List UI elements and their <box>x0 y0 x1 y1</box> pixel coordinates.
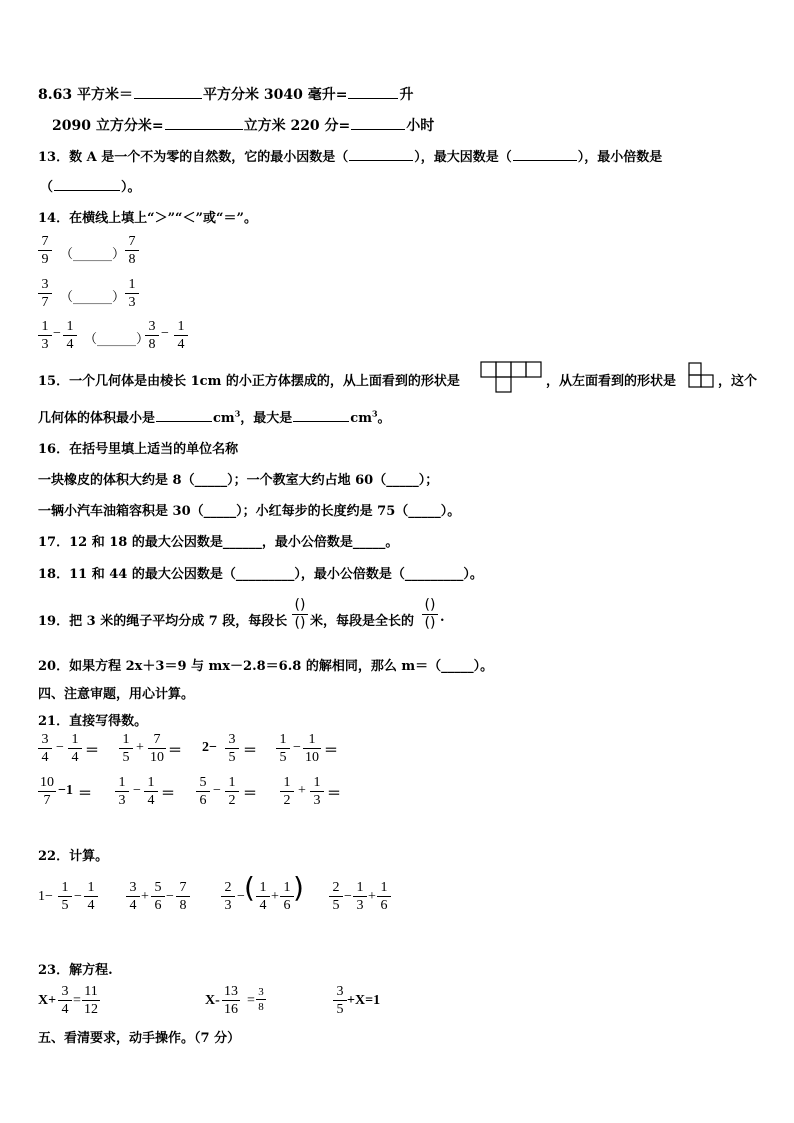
numerator: 7 <box>41 234 49 249</box>
numerator: 3 <box>336 984 344 999</box>
fraction <box>196 775 210 808</box>
operator: − <box>133 783 141 798</box>
conversion-line-1 <box>38 84 413 104</box>
fraction <box>38 732 52 765</box>
fraction <box>151 880 165 913</box>
q15-text: 15．一个几何体是由棱长 1cm 的小正方体摆成的，从上面看到的形状是 <box>38 374 460 389</box>
fraction <box>333 984 347 1017</box>
fraction-blank[interactable]: () () <box>292 598 308 631</box>
numerator: 3 <box>129 880 137 895</box>
equation-text: +X=1 <box>347 993 381 1008</box>
left-paren: ( <box>244 871 255 904</box>
section-4-heading: 四、注意审题，用心计算。 <box>38 687 195 702</box>
fraction <box>310 775 324 808</box>
exponent: 3 <box>371 408 378 419</box>
numerator: 1 <box>128 277 136 292</box>
q13-text: ）。 <box>121 180 141 195</box>
answer-blank[interactable] <box>349 147 413 161</box>
denominator: 5 <box>336 1002 344 1017</box>
minus-sign: − <box>161 326 169 341</box>
question-21-title: 21．直接写得数。 <box>38 714 148 729</box>
question-16-line-1: 一块橡皮的体积大约是 8（_____）；一个教室大约占地 60（_____）； <box>38 473 439 488</box>
fraction <box>38 319 52 352</box>
denominator: 6 <box>283 898 291 913</box>
answer-blank[interactable] <box>513 147 577 161</box>
denominator: 2 <box>228 793 236 808</box>
equation-text: X+ <box>38 993 57 1008</box>
fraction <box>377 880 391 913</box>
equals-sign: = <box>247 993 255 1008</box>
q15-text: ，从左面看到的形状是 <box>546 374 677 389</box>
denominator: 5 <box>332 898 340 913</box>
denominator: 3 <box>356 898 364 913</box>
fraction <box>280 775 294 808</box>
denominator: 3 <box>128 295 136 310</box>
fraction <box>222 984 240 1017</box>
operator: + <box>298 783 306 798</box>
fraction <box>280 880 294 913</box>
numerator: 1 <box>41 319 49 334</box>
fraction <box>144 775 158 808</box>
operator: + <box>271 889 279 904</box>
numerator: 1 <box>313 775 321 790</box>
equals-sign: ＝ <box>78 787 92 802</box>
denominator: 6 <box>154 898 162 913</box>
question-16-title: 16．在括号里填上适当的单位名称 <box>38 442 239 457</box>
numerator: 3 <box>41 732 49 747</box>
denominator: 4 <box>61 1002 69 1017</box>
numerator: 1 <box>259 880 267 895</box>
equals-sign: ＝ <box>327 787 341 802</box>
operator: + <box>136 740 144 755</box>
numerator: 1 <box>66 319 74 334</box>
compare-blank[interactable]: （______） <box>84 332 150 347</box>
numerator: 1 <box>283 880 291 895</box>
fraction <box>119 732 133 765</box>
q13-text: ），最大因数是（ <box>414 150 512 165</box>
fraction <box>148 732 166 765</box>
question-15-cont <box>38 407 391 426</box>
q15-text: cm <box>213 411 235 426</box>
fraction <box>125 277 139 310</box>
answer-blank[interactable] <box>165 116 243 130</box>
fraction <box>145 319 159 352</box>
denominator: 8 <box>179 898 187 913</box>
question-15 <box>38 370 460 389</box>
numerator: 3 <box>41 277 49 292</box>
operator: −1 <box>58 783 73 798</box>
equals-sign: = <box>73 993 81 1008</box>
answer-blank[interactable] <box>351 116 405 130</box>
numerator: 1 <box>122 732 130 747</box>
denominator: 7 <box>43 793 51 808</box>
q13-text: 13．数 A 是一个不为零的自然数，它的最小因数是（ <box>38 150 349 165</box>
denominator: 4 <box>147 793 155 808</box>
denominator: 4 <box>129 898 137 913</box>
conv-text: 立方米 220 分= <box>243 118 351 134</box>
fraction <box>84 880 98 913</box>
operator: − <box>166 889 174 904</box>
numerator: 7 <box>153 732 161 747</box>
question-23-title: 23．解方程. <box>38 963 113 978</box>
numerator: 5 <box>154 880 162 895</box>
q15-text: ，最大是 <box>240 411 293 426</box>
numerator: 1 <box>356 880 364 895</box>
operator: 2− <box>202 740 217 755</box>
question-17: 17．12 和 18 的最大公因数是______，最小公倍数是_____。 <box>38 535 399 550</box>
fraction <box>353 880 367 913</box>
denominator: 10 <box>150 750 164 765</box>
numerator: 3 <box>148 319 156 334</box>
denominator: 10 <box>305 750 319 765</box>
denominator: 4 <box>177 337 185 352</box>
numerator: 1 <box>87 880 95 895</box>
fraction <box>174 319 188 352</box>
denominator: 4 <box>259 898 267 913</box>
operator: + <box>368 889 376 904</box>
compare-blank[interactable]: （______） <box>60 247 126 262</box>
fraction <box>221 880 235 913</box>
fraction <box>38 234 52 267</box>
numerator: 1 <box>380 880 388 895</box>
numerator: 2 <box>332 880 340 895</box>
numerator: 1 <box>228 775 236 790</box>
fraction <box>82 984 100 1017</box>
fraction <box>125 234 139 267</box>
numerator: 7 <box>179 880 187 895</box>
numerator: 7 <box>128 234 136 249</box>
numerator: 1 <box>147 775 155 790</box>
denominator: 8 <box>148 337 156 352</box>
exponent: 3 <box>234 408 241 419</box>
fraction <box>256 986 266 1013</box>
fraction <box>68 732 82 765</box>
fraction <box>256 880 270 913</box>
denominator: 12 <box>84 1002 98 1017</box>
numerator: 5 <box>199 775 207 790</box>
conv-text: 升 <box>399 87 414 103</box>
numerator: 3 <box>258 986 264 998</box>
denominator: 4 <box>71 750 79 765</box>
equals-sign: ＝ <box>161 787 175 802</box>
fraction <box>115 775 129 808</box>
denominator: 3 <box>313 793 321 808</box>
denominator: 4 <box>87 898 95 913</box>
left-view-figure <box>688 362 716 388</box>
fraction <box>176 880 190 913</box>
numerator: 1 <box>118 775 126 790</box>
conversion-line-2 <box>52 115 434 135</box>
numerator: 1 <box>283 775 291 790</box>
numerator: 2 <box>224 880 232 895</box>
question-16-line-2: 一辆小汽车油箱容积是 30（_____）；小红每步的长度约是 75（_____）。 <box>38 504 461 519</box>
denominator: 4 <box>66 337 74 352</box>
fraction <box>58 880 72 913</box>
answer-blank[interactable] <box>156 408 212 422</box>
question-13-cont <box>40 176 141 195</box>
denominator: 3 <box>118 793 126 808</box>
denominator: 16 <box>224 1002 238 1017</box>
q15-text: 。 <box>377 411 391 426</box>
denominator: 6 <box>380 898 388 913</box>
numerator: 1 <box>279 732 287 747</box>
question-22-title: 22．计算。 <box>38 849 109 864</box>
minus-sign: − <box>53 326 61 341</box>
q15-text: 几何体的体积最小是 <box>38 411 156 426</box>
q15-text: cm <box>350 411 372 426</box>
fraction <box>329 880 343 913</box>
equals-sign: ＝ <box>324 744 338 759</box>
fraction <box>38 277 52 310</box>
numerator: 10 <box>40 775 54 790</box>
numerator: 11 <box>84 984 98 999</box>
operator: − <box>56 740 64 755</box>
denominator: 5 <box>61 898 69 913</box>
q15-text: ，这个 <box>718 374 758 389</box>
operator: − <box>344 889 352 904</box>
question-13 <box>38 146 662 165</box>
operator: + <box>141 889 149 904</box>
fraction <box>276 732 290 765</box>
denominator: 5 <box>228 750 236 765</box>
denominator: 6 <box>199 793 207 808</box>
fraction <box>225 775 239 808</box>
denominator: 5 <box>122 750 130 765</box>
compare-blank[interactable]: （______） <box>60 290 126 305</box>
operator: 1− <box>38 889 53 904</box>
question-14-title: 14．在横线上填上“＞”“＜”或“＝”。 <box>38 211 257 226</box>
numerator: 1 <box>177 319 185 334</box>
denominator: 2 <box>283 793 291 808</box>
equation-text: X- <box>205 993 220 1008</box>
answer-blank[interactable] <box>348 85 398 99</box>
answer-blank[interactable] <box>293 408 349 422</box>
denominator: 9 <box>41 252 49 267</box>
q19-text: 米，每段是全长的 <box>310 614 415 629</box>
numerator: 13 <box>224 984 238 999</box>
conv-text: 8.63 平方米＝ <box>38 87 133 103</box>
fraction <box>58 984 72 1017</box>
fraction <box>225 732 239 765</box>
question-18: 18．11 和 44 的最大公因数是（_________），最小公倍数是（_________）。 <box>38 567 483 582</box>
answer-blank[interactable] <box>134 85 202 99</box>
fraction <box>38 775 56 808</box>
operator: − <box>213 783 221 798</box>
denominator: 3 <box>41 337 49 352</box>
denominator: 3 <box>224 898 232 913</box>
question-20: 20．如果方程 2x＋3＝9 与 mx－2.8＝6.8 的解相同，那么 m＝（_____）。 <box>38 659 494 674</box>
denominator: 8 <box>128 252 136 267</box>
numerator: 1 <box>71 732 79 747</box>
answer-blank[interactable] <box>54 177 120 191</box>
right-paren: ) <box>293 871 304 904</box>
operator: − <box>74 889 82 904</box>
numerator: 1 <box>61 880 69 895</box>
equals-sign: ＝ <box>85 744 99 759</box>
question-19: 19．把 3 米的绳子平均分成 7 段，每段长 <box>38 614 288 629</box>
q13-text: （ <box>40 180 54 195</box>
equals-sign: ＝ <box>243 787 257 802</box>
q19-text: . <box>440 610 445 625</box>
conv-text: 2090 立方分米= <box>52 118 164 134</box>
equals-sign: ＝ <box>168 744 182 759</box>
fraction <box>63 319 77 352</box>
q13-text: ），最小倍数是 <box>577 150 663 165</box>
numerator: 1 <box>308 732 316 747</box>
section-5-heading: 五、看清要求，动手操作。（7 分） <box>38 1031 241 1046</box>
conv-text: 小时 <box>406 118 435 134</box>
operator: − <box>237 889 245 904</box>
top-view-figure <box>480 361 544 393</box>
operator: − <box>293 740 301 755</box>
fraction <box>303 732 321 765</box>
denominator: 7 <box>41 295 49 310</box>
denominator: 4 <box>41 750 49 765</box>
denominator: 5 <box>279 750 287 765</box>
numerator: 3 <box>228 732 236 747</box>
conv-text: 平方分米 3040 毫升= <box>202 87 348 103</box>
numerator: 3 <box>61 984 69 999</box>
fraction-blank[interactable]: () () <box>422 598 438 631</box>
denominator: 8 <box>258 1001 264 1013</box>
equals-sign: ＝ <box>243 744 257 759</box>
fraction <box>126 880 140 913</box>
